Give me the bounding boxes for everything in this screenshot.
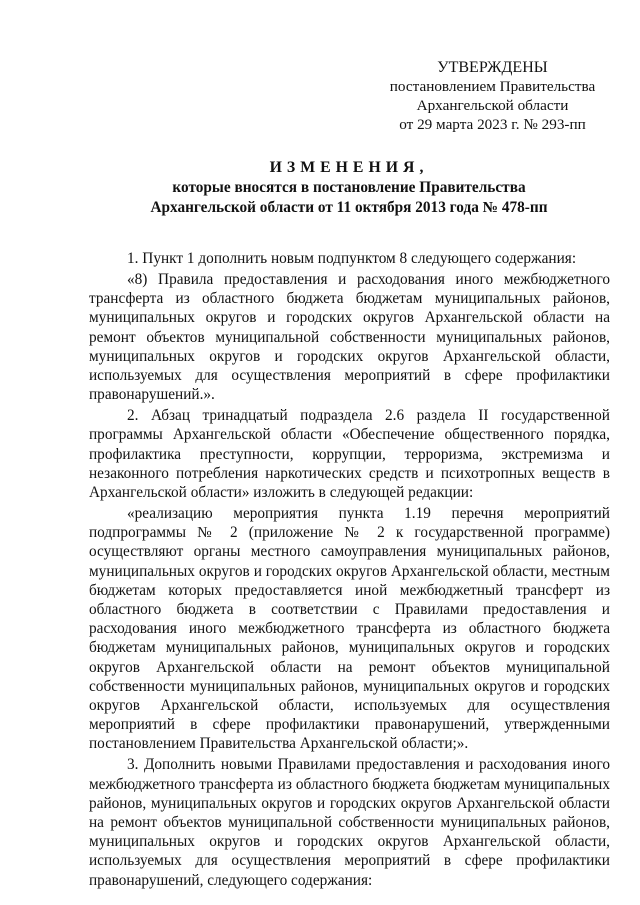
document-title: ИЗМЕНЕНИЯ, <box>269 159 429 176</box>
approval-line: от 29 марта 2023 г. № 293-пп <box>399 116 586 133</box>
paragraph: «реализацию мероприятия пункта 1.19 перечня мероприятий подпрограммы № 2 (приложение № 2 к государственной программе) осуществляют органы местного самоуправления муниципальных районов, муниципальных округов и городских округов Архангельской области, местным бюджетам которых предоставляется иной межбюджетный трансферт из областного бюджета в соответствии с Правилами предоставления и расходования иного межбюджетного трансферта из областного бюджета бюджетам муниципальных районов, муниципальных округов и городских округов Архангельской области на ремонт объектов муниципальной собственности муниципальных районов, муниципальных округов и городских округов Архангельской области, используемых для осуществления мероприятий в сфере профилактики правонарушений, утвержденными постановлением Правительства Архангельской области;». <box>89 505 610 753</box>
approval-title: УТВЕРЖДЕНЫ <box>437 59 548 76</box>
approval-stamp <box>380 58 605 134</box>
paragraph: «8) Правила предоставления и расходования иного межбюджетного трансферта из областного бюджета бюджетам муниципальных районов, муниципальных округов и городских округов Архангельской области на ремонт объектов муниципальной собственности муниципальных районов, муниципальных округов и городских округов Архангельской области, используемых для осуществления мероприятий в сфере профилактики правонарушений.». <box>89 271 610 404</box>
document-title-block <box>88 158 610 218</box>
document-subtitle: Архангельской области от 11 октября 2013 года № 478-пп <box>150 199 548 216</box>
paragraph: 3. Дополнить новыми Правилами предоставления и расходования иного межбюджетного трансферта из областного бюджета бюджетам муниципальных районов, муниципальных округов и городских округов Архангельской области на ремонт объектов муниципальной собственности муниципальных районов, муниципальных округов и городских округов Архангельской области, используемых для осуществления мероприятий в сфере профилактики правонарушений, следующего содержания: <box>89 756 610 889</box>
paragraph: 2. Абзац тринадцатый подраздела 2.6 раздела II государственной программы Архангельской области «Обеспечение общественного порядка, профилактика преступности, коррупции, терроризма, экстремизма и незаконного потребления наркотических средств и психотропных веществ в Архангельской области» изложить в следующей редакции: <box>89 407 610 502</box>
approval-line: постановлением Правительства <box>389 78 596 95</box>
approval-line: Архангельской области <box>416 97 569 114</box>
paragraph: 1. Пункт 1 дополнить новым подпунктом 8 следующего содержания: <box>127 250 577 267</box>
document-subtitle: которые вносятся в постановление Правительства <box>172 179 526 196</box>
document-body <box>89 249 610 892</box>
